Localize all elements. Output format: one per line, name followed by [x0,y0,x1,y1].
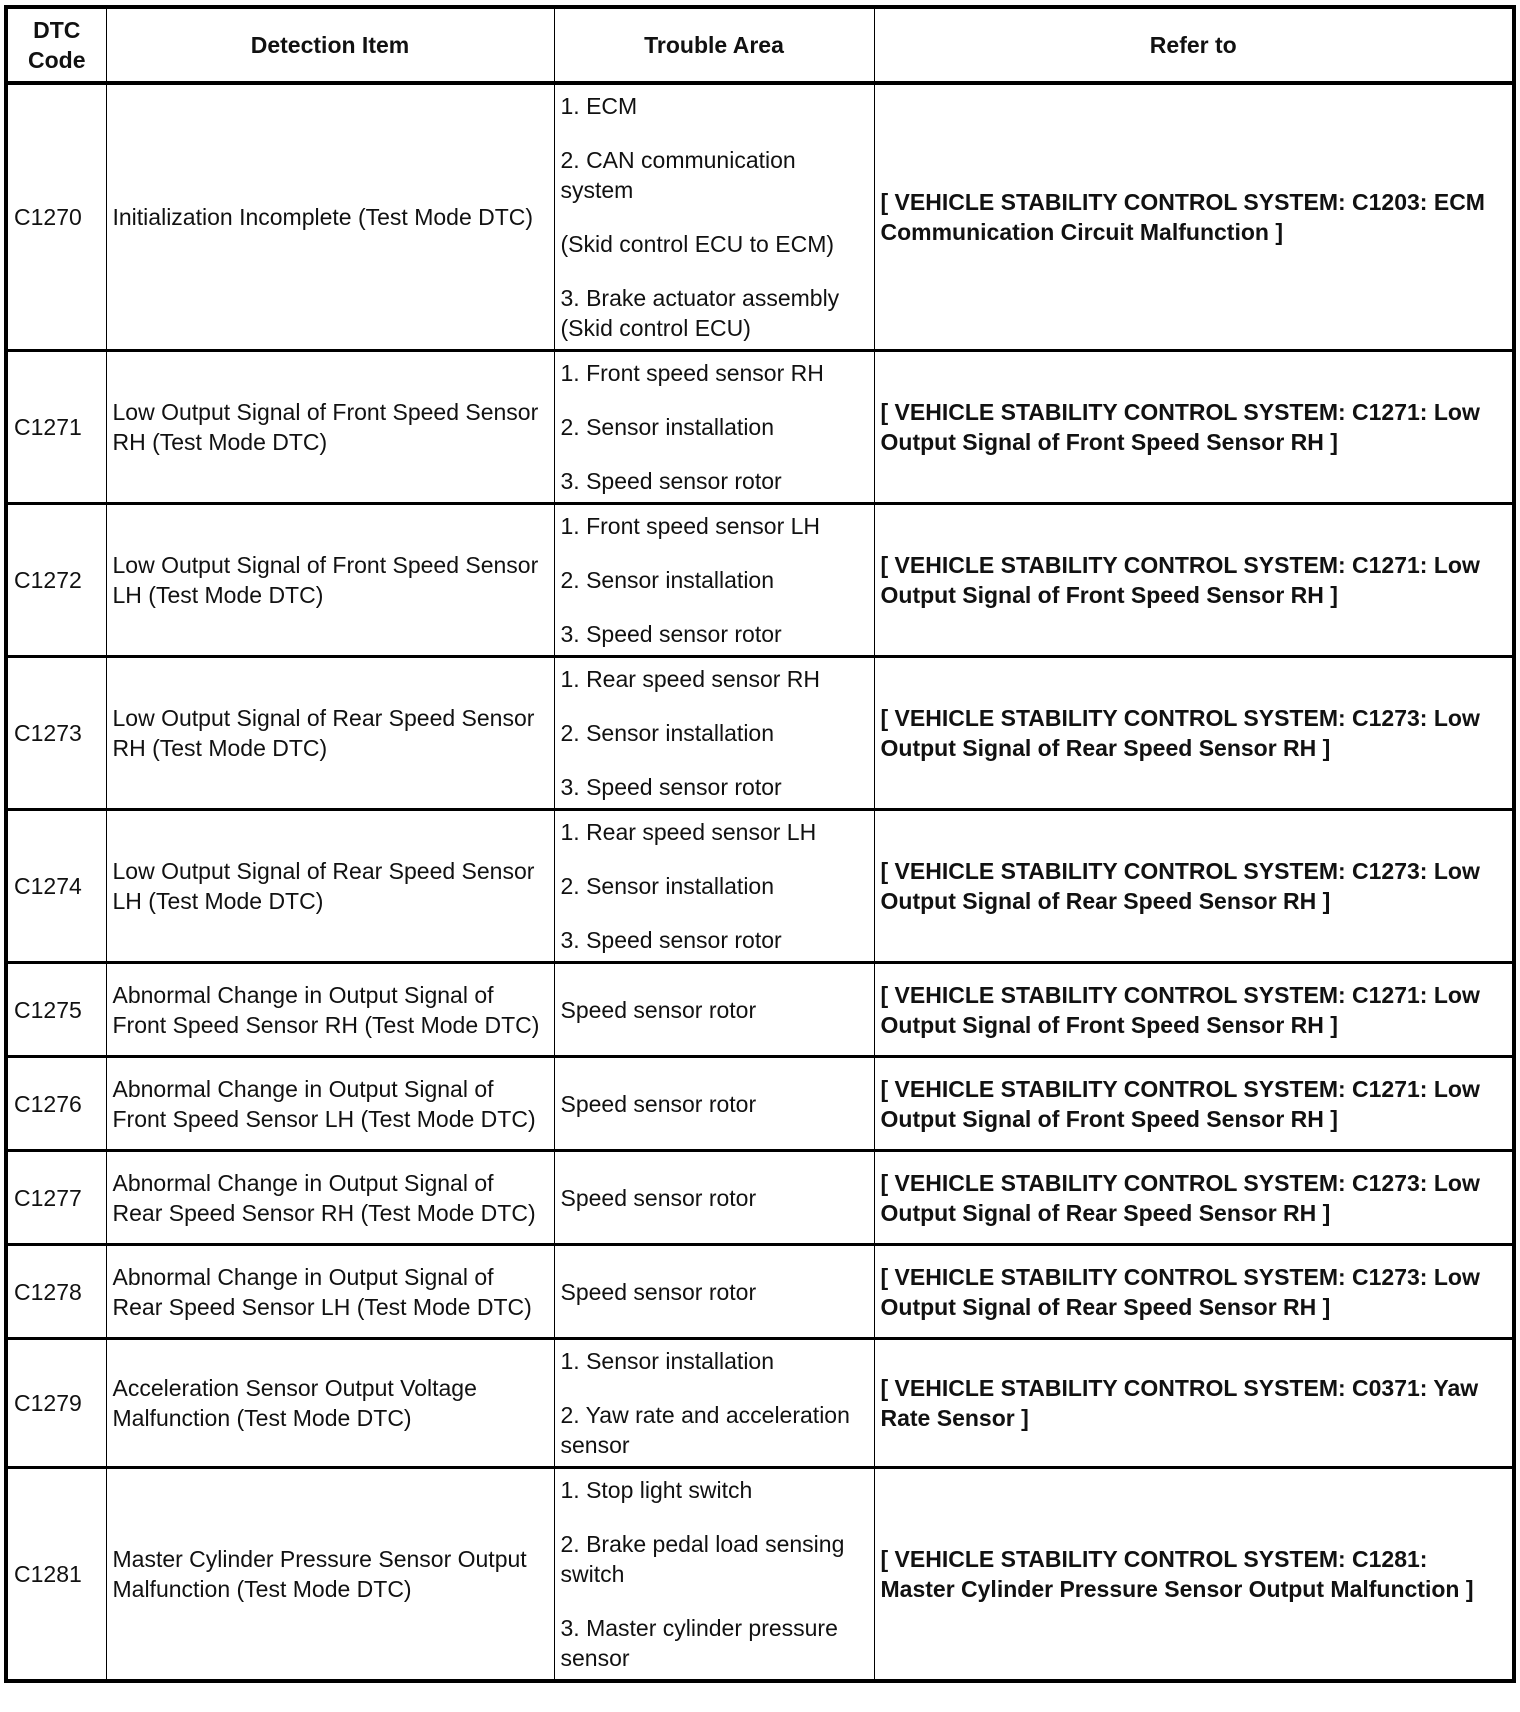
trouble-area [554,963,874,1057]
refer-to-link[interactable]: [ VEHICLE STABILITY CONTROL SYSTEM: C1271: Low Output Signal of Front Speed Sensor RH ] [874,504,1514,657]
trouble-area-item: 1. Rear speed sensor RH [560,666,821,692]
trouble-area-item: Speed sensor rotor [560,996,757,1023]
trouble-area-item: 2. Sensor installation [560,567,775,593]
trouble-area-item: 1. Sensor installation [560,1348,775,1374]
detection-item: Low Output Signal of Rear Speed Sensor RH (Test Mode DTC) [106,657,554,810]
detection-item: Low Output Signal of Rear Speed Sensor LH (Test Mode DTC) [106,810,554,963]
refer-to-link[interactable]: [ VEHICLE STABILITY CONTROL SYSTEM: C1203: ECM Communication Circuit Malfunction ] [874,83,1514,351]
trouble-area-item: 1. Stop light switch [560,1477,753,1503]
trouble-area [554,351,874,504]
detection-item: Low Output Signal of Front Speed Sensor RH (Test Mode DTC) [106,351,554,504]
table-row [6,1151,1514,1245]
dtc-code: C1272 [6,504,106,657]
trouble-area-item: 1. Rear speed sensor LH [560,819,817,845]
refer-to-link[interactable]: [ VEHICLE STABILITY CONTROL SYSTEM: C1271: Low Output Signal of Front Speed Sensor RH ] [874,351,1514,504]
header-dtc-code-line1: DTC [33,17,81,43]
trouble-area [554,1339,874,1468]
header-dtc-code [6,7,106,83]
table-row [6,1468,1514,1682]
trouble-area-item: 2. Sensor installation [560,720,775,746]
detection-item: Abnormal Change in Output Signal of Rear Speed Sensor LH (Test Mode DTC) [106,1245,554,1339]
dtc-code: C1279 [6,1339,106,1468]
trouble-area-item: (Skid control ECU to ECM) [560,231,835,257]
header-refer-to: Refer to [874,7,1514,83]
trouble-area [554,810,874,963]
trouble-area-item: Speed sensor rotor [560,1184,757,1211]
refer-to-link[interactable]: [ VEHICLE STABILITY CONTROL SYSTEM: C1271: Low Output Signal of Front Speed Sensor RH ] [874,1057,1514,1151]
refer-to-link[interactable]: [ VEHICLE STABILITY CONTROL SYSTEM: C1271: Low Output Signal of Front Speed Sensor RH ] [874,963,1514,1057]
table-row [6,810,1514,963]
trouble-area-item: Speed sensor rotor [560,1090,757,1117]
dtc-code: C1273 [6,657,106,810]
header-detection-item: Detection Item [106,7,554,83]
detection-item: Low Output Signal of Front Speed Sensor LH (Test Mode DTC) [106,504,554,657]
detection-item: Abnormal Change in Output Signal of Rear Speed Sensor RH (Test Mode DTC) [106,1151,554,1245]
trouble-area-item: 2. Brake pedal load sensing switch [560,1531,845,1587]
trouble-area-item: Speed sensor rotor [560,1278,757,1305]
refer-to-link[interactable]: [ VEHICLE STABILITY CONTROL SYSTEM: C1273: Low Output Signal of Rear Speed Sensor RH ] [874,657,1514,810]
trouble-area-item: 3. Master cylinder pressure sensor [560,1615,838,1671]
header-dtc-code-line2: Code [28,47,86,73]
trouble-area-item: 3. Speed sensor rotor [560,927,782,953]
dtc-code: C1275 [6,963,106,1057]
trouble-area-item: 1. ECM [560,93,638,119]
detection-item: Initialization Incomplete (Test Mode DTC) [106,83,554,351]
trouble-area-item: 3. Speed sensor rotor [560,621,782,647]
table-row [6,1245,1514,1339]
trouble-area [554,1468,874,1682]
trouble-area [554,504,874,657]
dtc-code: C1278 [6,1245,106,1339]
table-row [6,657,1514,810]
detection-item: Abnormal Change in Output Signal of Front Speed Sensor LH (Test Mode DTC) [106,1057,554,1151]
dtc-code: C1274 [6,810,106,963]
refer-to-link[interactable]: [ VEHICLE STABILITY CONTROL SYSTEM: C1273: Low Output Signal of Rear Speed Sensor RH ] [874,810,1514,963]
table-row [6,1057,1514,1151]
trouble-area-item: 2. Yaw rate and acceleration sensor [560,1402,850,1458]
trouble-area [554,1245,874,1339]
refer-to-link[interactable]: [ VEHICLE STABILITY CONTROL SYSTEM: C0371: Yaw Rate Sensor ] [874,1339,1514,1468]
dtc-code: C1277 [6,1151,106,1245]
trouble-area [554,657,874,810]
table-row [6,83,1514,351]
trouble-area [554,1151,874,1245]
trouble-area-item: 2. Sensor installation [560,414,775,440]
detection-item: Abnormal Change in Output Signal of Front Speed Sensor RH (Test Mode DTC) [106,963,554,1057]
trouble-area-item: 1. Front speed sensor LH [560,513,821,539]
table-row [6,504,1514,657]
detection-item: Acceleration Sensor Output Voltage Malfunction (Test Mode DTC) [106,1339,554,1468]
dtc-code: C1271 [6,351,106,504]
refer-to-link[interactable]: [ VEHICLE STABILITY CONTROL SYSTEM: C1281: Master Cylinder Pressure Sensor Output Malfunction ] [874,1468,1514,1682]
dtc-code: C1281 [6,1468,106,1682]
refer-to-link[interactable]: [ VEHICLE STABILITY CONTROL SYSTEM: C1273: Low Output Signal of Rear Speed Sensor RH ] [874,1151,1514,1245]
table-row [6,351,1514,504]
trouble-area-item: 2. CAN communication system [560,147,796,203]
header-trouble-area: Trouble Area [554,7,874,83]
trouble-area-item: 1. Front speed sensor RH [560,360,824,386]
trouble-area-item: 3. Speed sensor rotor [560,774,782,800]
dtc-code: C1276 [6,1057,106,1151]
table-body [6,83,1514,1681]
trouble-area [554,1057,874,1151]
trouble-area-item: 3. Brake actuator assembly (Skid control ECU) [560,285,840,341]
table-row [6,1339,1514,1468]
refer-to-link[interactable]: [ VEHICLE STABILITY CONTROL SYSTEM: C1273: Low Output Signal of Rear Speed Sensor RH ] [874,1245,1514,1339]
dtc-table [4,5,1516,1683]
trouble-area-item: 2. Sensor installation [560,873,775,899]
table-row [6,963,1514,1057]
table-header [6,7,1514,83]
dtc-code: C1270 [6,83,106,351]
trouble-area [554,83,874,351]
detection-item: Master Cylinder Pressure Sensor Output Malfunction (Test Mode DTC) [106,1468,554,1682]
trouble-area-item: 3. Speed sensor rotor [560,468,782,494]
